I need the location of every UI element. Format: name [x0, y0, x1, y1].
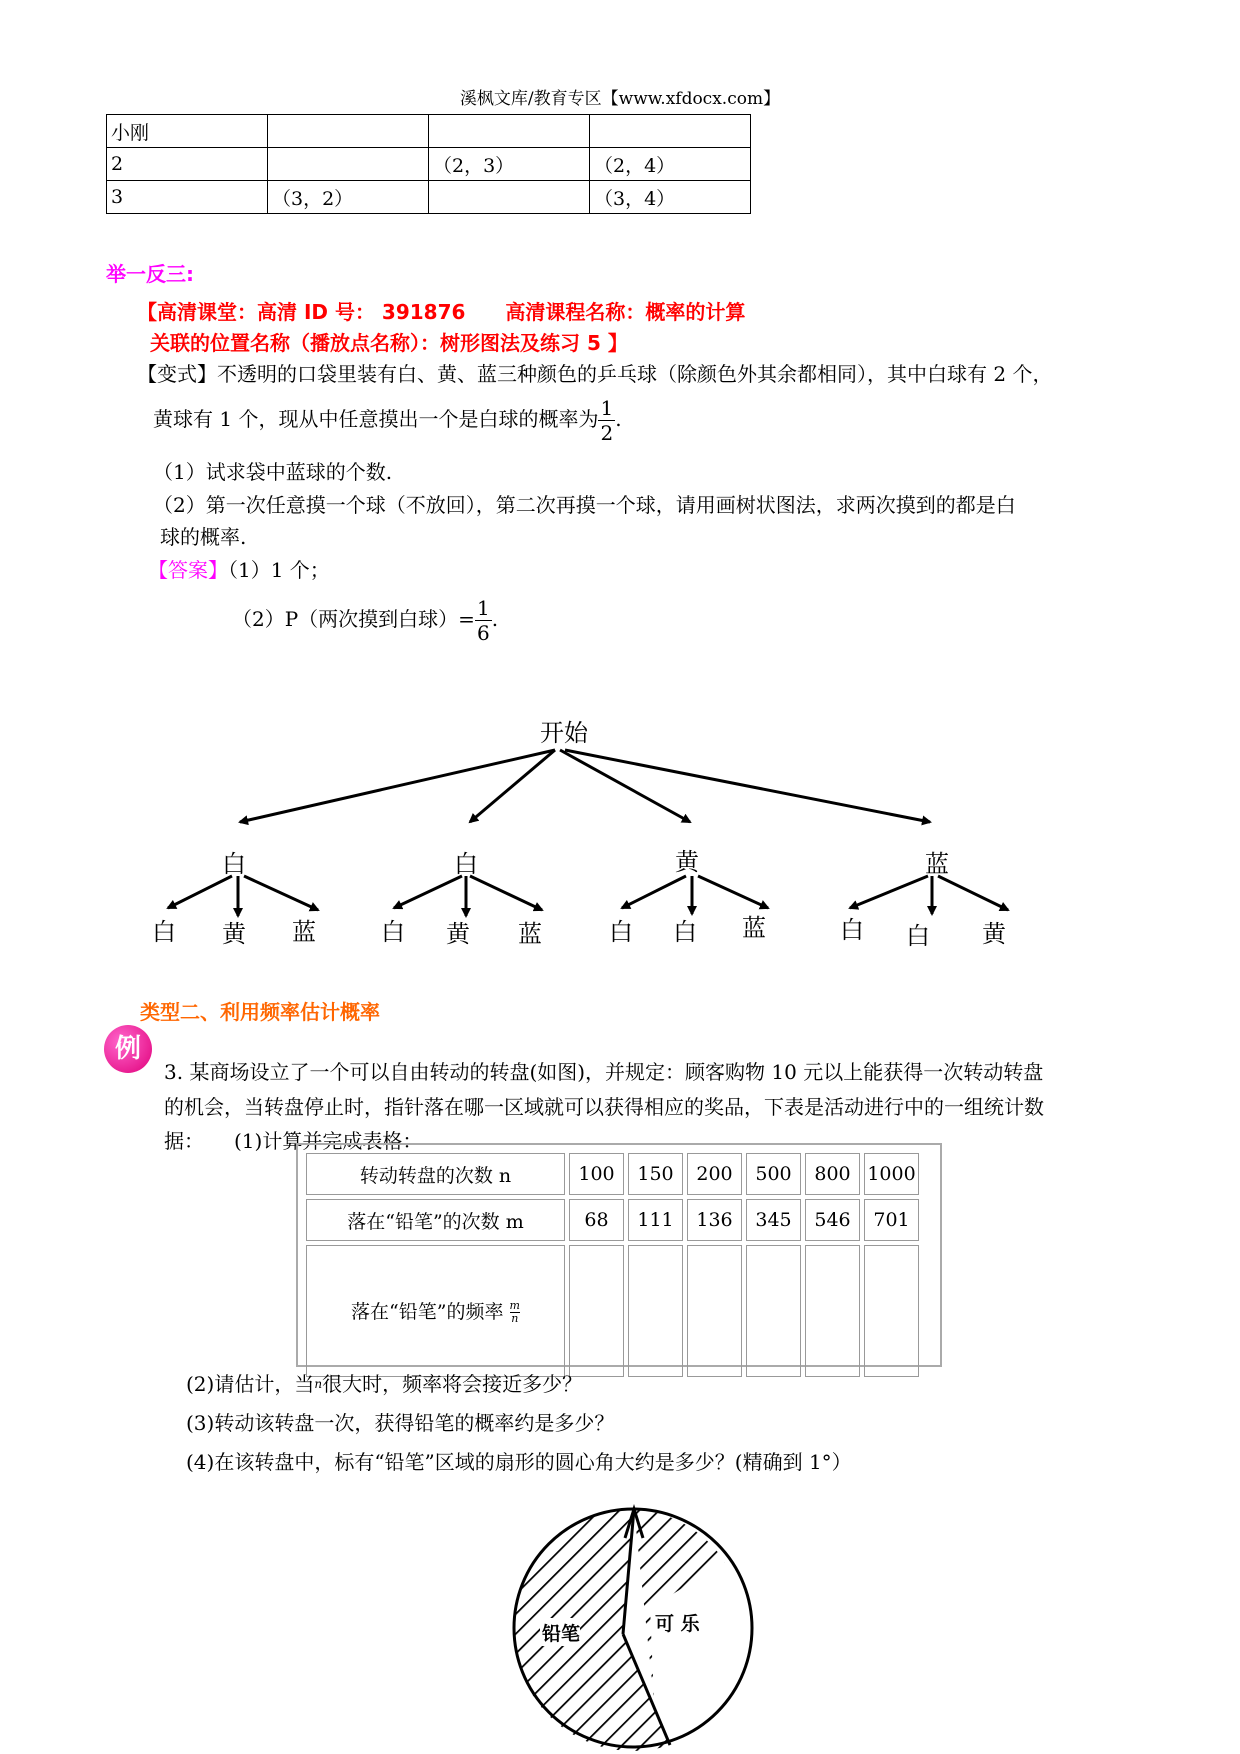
example3-q2 — [186, 1369, 582, 1399]
branch-arrow — [622, 876, 686, 908]
fraction-numerator: m — [509, 1299, 520, 1313]
branch-arrow — [470, 876, 542, 910]
tree-node-l2: 黄 — [446, 920, 470, 948]
table-cell: 111 — [628, 1199, 683, 1241]
cola-label: 可 乐 — [655, 1613, 700, 1635]
answer-2: （2）P（两次摸到白球）= — [232, 607, 475, 631]
table-cell — [590, 115, 751, 148]
table-cell: （3，2） — [268, 181, 429, 214]
table-cell: 701 — [864, 1199, 919, 1241]
branch-arrow — [168, 876, 232, 908]
table-cell: 800 — [805, 1153, 860, 1195]
q2-suffix: 很大时，频率将会接近多少？ — [322, 1372, 583, 1396]
table-header-cell: 转动转盘的次数 n — [306, 1153, 565, 1195]
tree-node-l2: 白 — [673, 918, 697, 946]
table-cell: 200 — [687, 1153, 742, 1195]
frequency-fraction — [510, 1300, 520, 1325]
table-cell: 546 — [805, 1199, 860, 1241]
table-cell: 100 — [569, 1153, 624, 1195]
fraction-numerator: 1 — [476, 596, 490, 620]
tree-node-l2: 白 — [840, 916, 864, 944]
q2-prefix: (2)请估计，当 — [186, 1372, 315, 1396]
table-cell — [429, 115, 590, 148]
tree-node-l2: 黄 — [222, 920, 246, 948]
table-row — [107, 148, 751, 181]
table-header-cell: 落在“铅笔”的次数 m — [306, 1199, 565, 1241]
tree-node-l2: 白 — [152, 918, 176, 946]
table-cell-empty — [569, 1245, 624, 1377]
question-2-line1: （2）第一次任意摸一个球（不放回），第二次再摸一个球，请用画树状图法，求两次摸到的都是白 — [153, 493, 1016, 517]
branch-arrow — [698, 876, 768, 908]
branch-arrow — [850, 876, 928, 908]
table-row — [107, 115, 751, 148]
example3-line2: 的机会，当转盘停止时，指针落在哪一区域就可以获得相应的奖品，下表是活动进行中的一组统计数 — [164, 1095, 1044, 1119]
frequency-table — [302, 1149, 923, 1381]
tree-node-l2: 蓝 — [742, 914, 766, 942]
fraction-denominator: n — [511, 1312, 519, 1326]
table-cell: 2 — [107, 148, 268, 181]
tree-root: 开始 — [540, 719, 588, 747]
answer-line1 — [148, 555, 330, 585]
table-cell — [429, 181, 590, 214]
fraction-numerator: 1 — [600, 396, 614, 420]
table-cell: 150 — [628, 1153, 683, 1195]
answer-1: （1）1 个； — [228, 558, 330, 582]
branch-arrow — [240, 750, 555, 822]
tree-node-l2: 白 — [609, 918, 633, 946]
practice-heading: 举一反三: — [106, 262, 194, 286]
variant-line2 — [153, 396, 622, 445]
table-cell-empty — [746, 1245, 801, 1377]
frequency-label: 落在“铅笔”的频率 — [351, 1300, 504, 1323]
tree-branches — [168, 750, 1008, 916]
outcome-table — [106, 114, 751, 214]
table-row — [107, 181, 751, 214]
tree-node-l2: 白 — [381, 918, 405, 946]
fraction-denominator: 2 — [600, 421, 614, 445]
branch-arrow — [565, 750, 930, 822]
table-header-cell — [306, 1245, 565, 1377]
spinner-figure — [500, 1490, 760, 1754]
table-cell-empty — [864, 1245, 919, 1377]
tree-node-l2: 蓝 — [518, 920, 542, 948]
tree-node-l1: 白 — [222, 850, 246, 878]
example3-line3: 据： (1)计算并完成表格： — [164, 1129, 423, 1153]
table-row — [306, 1245, 919, 1377]
table-row — [306, 1153, 919, 1195]
table-cell: 小刚 — [107, 115, 268, 148]
table-cell: （2，4） — [590, 148, 751, 181]
fraction-denominator: 6 — [476, 621, 490, 645]
example3-q4: (4)在该转盘中，标有“铅笔”区域的扇形的圆心角大约是多少？(精确到 1°） — [186, 1450, 852, 1474]
tree-node-l1: 白 — [454, 850, 478, 878]
section-heading: 类型二、利用频率估计概率 — [140, 1000, 380, 1024]
branch-arrow — [244, 876, 318, 910]
tree-node-l2: 蓝 — [292, 918, 316, 946]
example3-q3: (3)转动该转盘一次，获得铅笔的概率约是多少？ — [186, 1411, 615, 1435]
table-cell — [268, 148, 429, 181]
table-cell: 136 — [687, 1199, 742, 1241]
pencil-label: 铅笔 — [542, 1623, 581, 1645]
variant-line2-text: 黄球有 1 个，现从中任意摸出一个是白球的概率为 — [153, 407, 599, 431]
answer-tag: 【答案】 — [148, 558, 228, 582]
table-cell: 500 — [746, 1153, 801, 1195]
tree-node-l2: 白 — [906, 922, 930, 950]
page-header: 溪枫文库/教育专区【www.xfdocx.com】 — [459, 89, 781, 109]
answer-2-end: . — [491, 607, 499, 631]
answer-line2 — [232, 596, 498, 645]
fraction-one-half — [598, 396, 615, 445]
question-1: （1）试求袋中蓝球的个数. — [153, 460, 393, 484]
table-cell-empty — [687, 1245, 742, 1377]
table-cell: 345 — [746, 1199, 801, 1241]
example-badge: 例 — [104, 1025, 152, 1073]
question-2-line2: 球的概率. — [160, 525, 247, 549]
course-info-line2: 关联的位置名称（播放点名称）：树形图法及练习 5 】 — [150, 331, 628, 355]
q2-variable: n — [314, 1377, 323, 1391]
table-cell — [268, 115, 429, 148]
branch-arrow — [938, 876, 1008, 910]
table-cell: 1000 — [864, 1153, 919, 1195]
table-cell-empty — [628, 1245, 683, 1377]
variant-line1: 【变式】不透明的口袋里装有白、黄、蓝三种颜色的乒乓球（除颜色外其余都相同），其中白球有 2 个， — [137, 362, 1053, 386]
branch-arrow — [394, 876, 462, 908]
table-cell-empty — [805, 1245, 860, 1377]
tree-node-l1: 黄 — [675, 848, 699, 876]
table-cell: （3，4） — [590, 181, 751, 214]
tree-node-l1: 蓝 — [925, 850, 949, 878]
tree-node-l2: 黄 — [982, 920, 1006, 948]
table-cell: （2，3） — [429, 148, 590, 181]
table-cell: 3 — [107, 181, 268, 214]
variant-line2-end: . — [615, 407, 622, 431]
example3-line1: 3. 某商场设立了一个可以自由转动的转盘(如图)，并规定：顾客购物 10 元以上能获得一次转动转盘 — [164, 1060, 1044, 1084]
fraction-one-sixth — [475, 596, 492, 645]
table-row — [306, 1199, 919, 1241]
table-cell: 68 — [569, 1199, 624, 1241]
course-info-line1: 【高清课堂：高清 ID 号： 391876 高清课程名称：概率的计算 — [137, 300, 746, 324]
